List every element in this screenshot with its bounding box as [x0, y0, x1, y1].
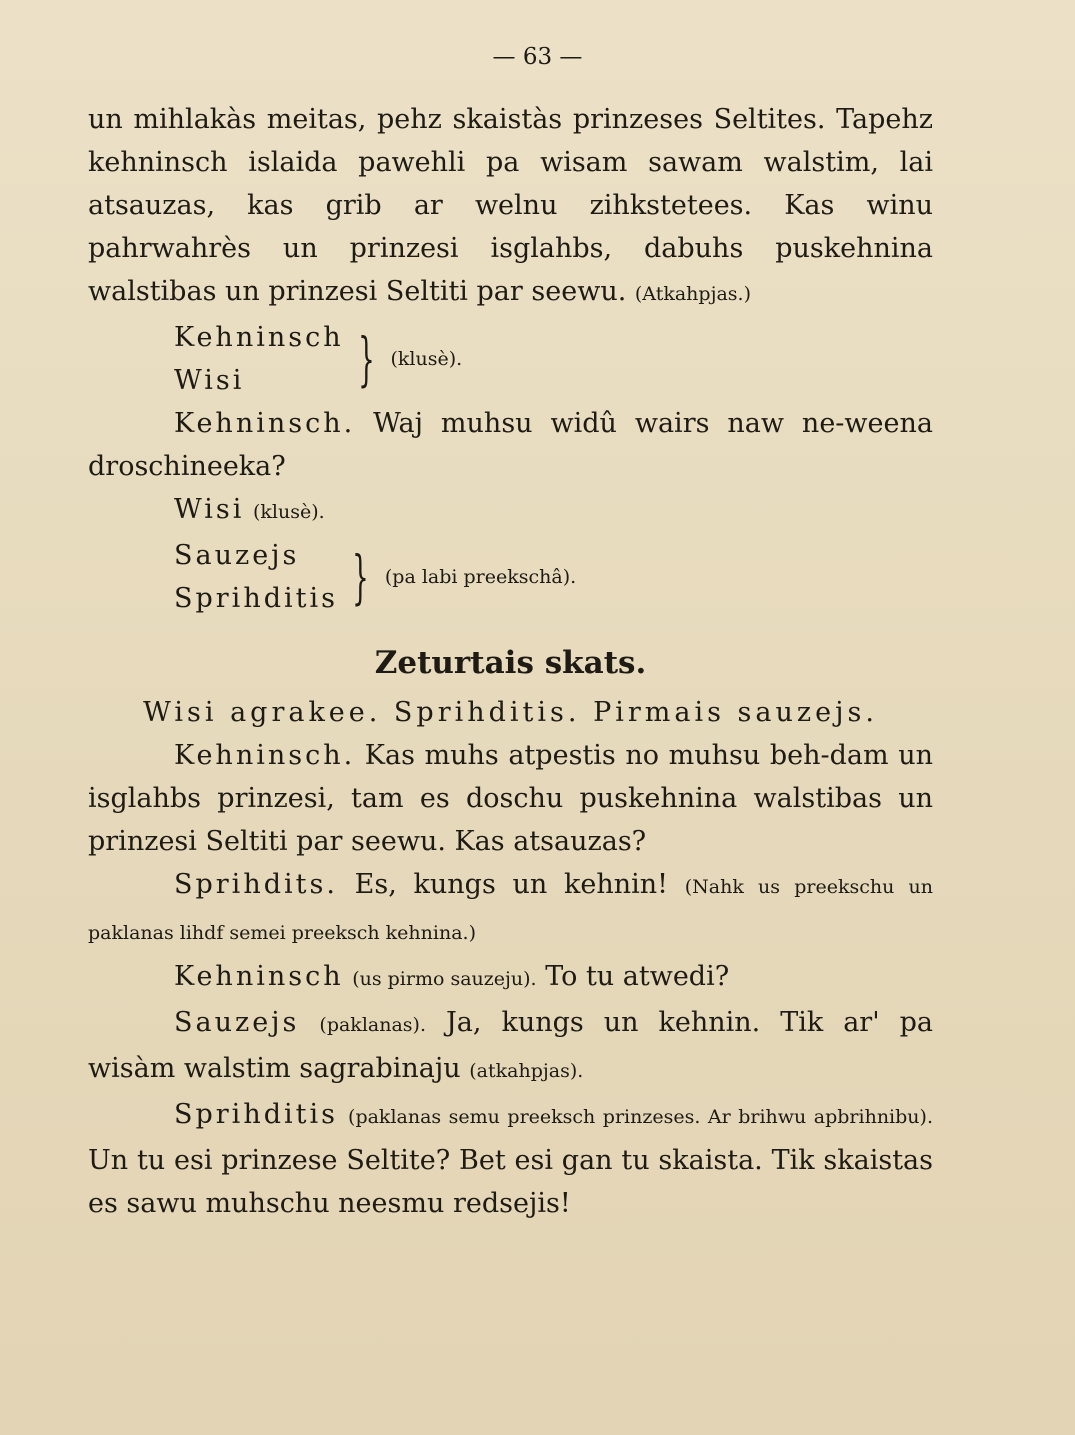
speaker-name: Sauzejs — [174, 540, 300, 571]
speaker-name: Sprihditis — [174, 583, 338, 614]
dialogue-text: Un tu esi prinzese Seltite? Bet esi gan tu skaista. Tik skaistas es sawu muhschu neesmu redsejis! — [88, 1145, 933, 1219]
exit-group-1 — [174, 316, 933, 402]
dialogue-line — [88, 955, 933, 1001]
stage-direction: (atkahpjas). — [469, 1060, 584, 1082]
speaker-name: Kehninsch. — [174, 408, 356, 439]
speaker-name: Sprihditis — [174, 1099, 338, 1130]
speaker-name: Kehninsch — [174, 322, 344, 353]
scene-stage-direction: Wisi agrakee. Sprihditis. Pirmais sauzejs. — [143, 697, 878, 728]
page-text — [88, 98, 933, 1225]
dialogue-line — [88, 488, 933, 534]
dialogue-line — [88, 1093, 933, 1225]
speaker-name: Sprihdits. — [174, 869, 338, 900]
dialogue-line — [88, 1001, 933, 1093]
speaker-name: Wisi — [174, 494, 245, 525]
speaker-names — [174, 534, 338, 620]
stage-direction: (Nahk us preekschu un paklanas lihdf semei preeksch kehnina.) — [88, 876, 933, 944]
brace-glyph: } — [352, 543, 369, 611]
speaker-name: Kehninsch. — [174, 740, 356, 771]
paragraph — [88, 98, 933, 316]
stage-direction: (klusè). — [390, 347, 463, 370]
dialogue-text: Waj muhsu widû wairs naw ne-weena droschineeka? — [88, 408, 933, 482]
stage-direction: (us pirmo sauzeju). — [352, 968, 537, 990]
scene-heading: Zeturtais skats. — [374, 645, 647, 681]
dialogue-text: Ja, kungs un kehnin. Tik ar' pa wisàm walstim sagrabinaju — [88, 1007, 933, 1084]
stage-direction: (paklanas semu preeksch prinzeses. Ar brihwu apbrihnibu). — [348, 1106, 933, 1128]
dialogue-text: Kas muhs atpestis no muhsu beh-dam un isglahbs prinzesi, tam es doschu puskehnina walstibas un prinzesi Seltiti par seewu. Kas atsauzas? — [88, 740, 933, 857]
stage-direction: (paklanas). — [319, 1014, 426, 1036]
stage-direction: (Atkahpjas.) — [634, 283, 751, 305]
dialogue-line — [88, 863, 933, 955]
stage-direction: (klusè). — [253, 501, 325, 523]
dialogue-text: To tu atwedi? — [545, 961, 730, 992]
speaker-name: Wisi — [174, 365, 245, 396]
page-number: — 63 — — [492, 44, 583, 70]
brace-glyph: } — [357, 325, 375, 393]
exit-group-2 — [174, 534, 933, 620]
speaker-name: Sauzejs — [174, 1007, 300, 1038]
dialogue-text: Es, kungs un kehnin! — [354, 869, 669, 900]
paragraph-text: un mihlakàs meitas, pehz skaistàs prinzeses Seltites. Tapehz kehninsch islaida pawehli pa wisam sawam walstim, lai atsauzas, kas grib ar welnu zihkstetees. Kas winu pahrwahrès un prinzesi isglahbs, dabuhs puskehnina walstibas un prinzesi Seltiti par seewu. — [88, 104, 933, 307]
speaker-names — [174, 316, 344, 402]
dialogue-line — [88, 402, 933, 488]
stage-direction: (pa labi preekschâ). — [384, 565, 577, 588]
speaker-name: Kehninsch — [174, 961, 344, 992]
dialogue-line — [88, 734, 933, 863]
